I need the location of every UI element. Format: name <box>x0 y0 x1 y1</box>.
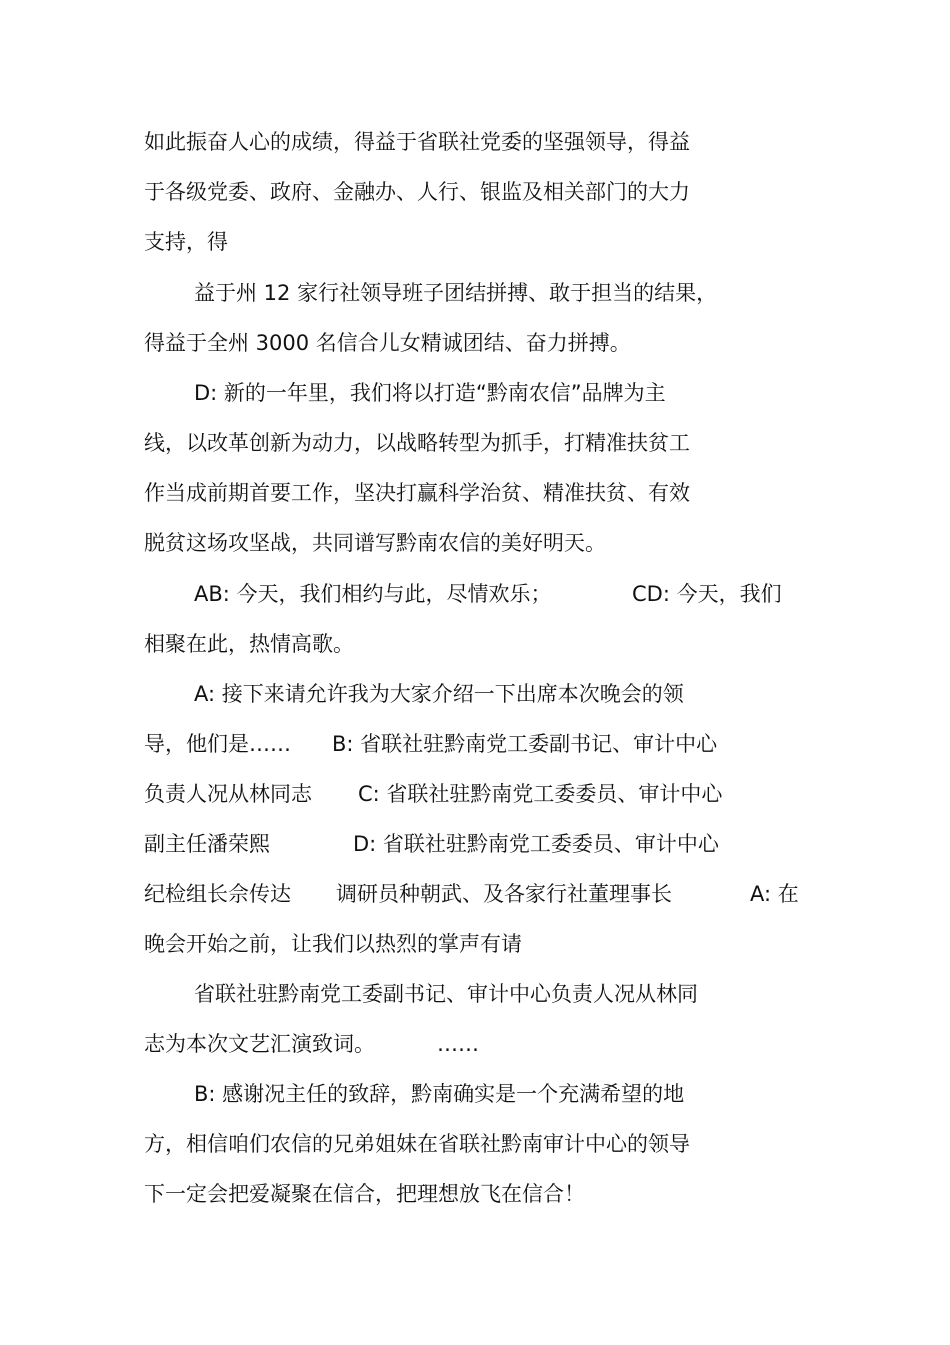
paragraph-line: 导，他们是…… <box>144 732 291 756</box>
paragraph-line: 于各级党委、政府、金融办、人行、银监及相关部门的大力 <box>144 180 690 204</box>
paragraph-line: 纪检组长佘传达 <box>144 882 291 906</box>
paragraph-line: 下一定会把爱凝聚在信合，把理想放飞在信合！ <box>144 1182 585 1206</box>
paragraph-line: 省联社驻黔南党工委副书记、审计中心负责人况从林同 <box>194 982 698 1006</box>
paragraph-line: 作当成前期首要工作，坚决打赢科学治贫、精准扶贫、有效 <box>144 481 690 505</box>
paragraph-line: D: 新的一年里，我们将以打造“黔南农信”品牌为主 <box>194 381 666 405</box>
paragraph-line: B: 省联社驻黔南党工委副书记、审计中心 <box>332 732 718 756</box>
paragraph-line: A: 在 <box>750 882 799 906</box>
paragraph-line: …… <box>437 1032 479 1056</box>
paragraph-line: 相聚在此，热情高歌。 <box>144 632 354 656</box>
paragraph-line: CD: 今天，我们 <box>632 582 782 606</box>
paragraph-line: 副主任潘荣熙 <box>144 832 270 856</box>
paragraph-line: B: 感谢况主任的致辞，黔南确实是一个充满希望的地 <box>194 1082 685 1106</box>
paragraph-line: 志为本次文艺汇演致词。 <box>144 1032 375 1056</box>
paragraph-line: C: 省联社驻黔南党工委委员、审计中心 <box>358 782 723 806</box>
paragraph-line: 如此振奋人心的成绩，得益于省联社党委的坚强领导，得益 <box>144 130 690 154</box>
paragraph-line: 支持，得 <box>144 230 228 254</box>
paragraph-line: 调研员种朝武、及各家行社董理事长 <box>336 882 672 906</box>
paragraph-line: 方，相信咱们农信的兄弟姐妹在省联社黔南审计中心的领导 <box>144 1132 690 1156</box>
paragraph-line: A: 接下来请允许我为大家介绍一下出席本次晚会的领 <box>194 682 684 706</box>
paragraph-line: 脱贫这场攻坚战，共同谱写黔南农信的美好明天。 <box>144 531 606 555</box>
paragraph-line: 晚会开始之前，让我们以热烈的掌声有请 <box>144 932 522 956</box>
paragraph-line: 得益于全州 3000 名信合儿女精诚团结、奋力拼搏。 <box>144 331 631 355</box>
paragraph-line: D: 省联社驻黔南党工委委员、审计中心 <box>353 832 719 856</box>
paragraph-line: 负责人况从林同志 <box>144 782 312 806</box>
paragraph-line: 益于州 12 家行社领导班子团结拼搏、敢于担当的结果， <box>194 281 718 305</box>
paragraph-line: AB: 今天，我们相约与此，尽情欢乐； <box>194 582 552 606</box>
paragraph-line: 线，以改革创新为动力，以战略转型为抓手，打精准扶贫工 <box>144 431 690 455</box>
